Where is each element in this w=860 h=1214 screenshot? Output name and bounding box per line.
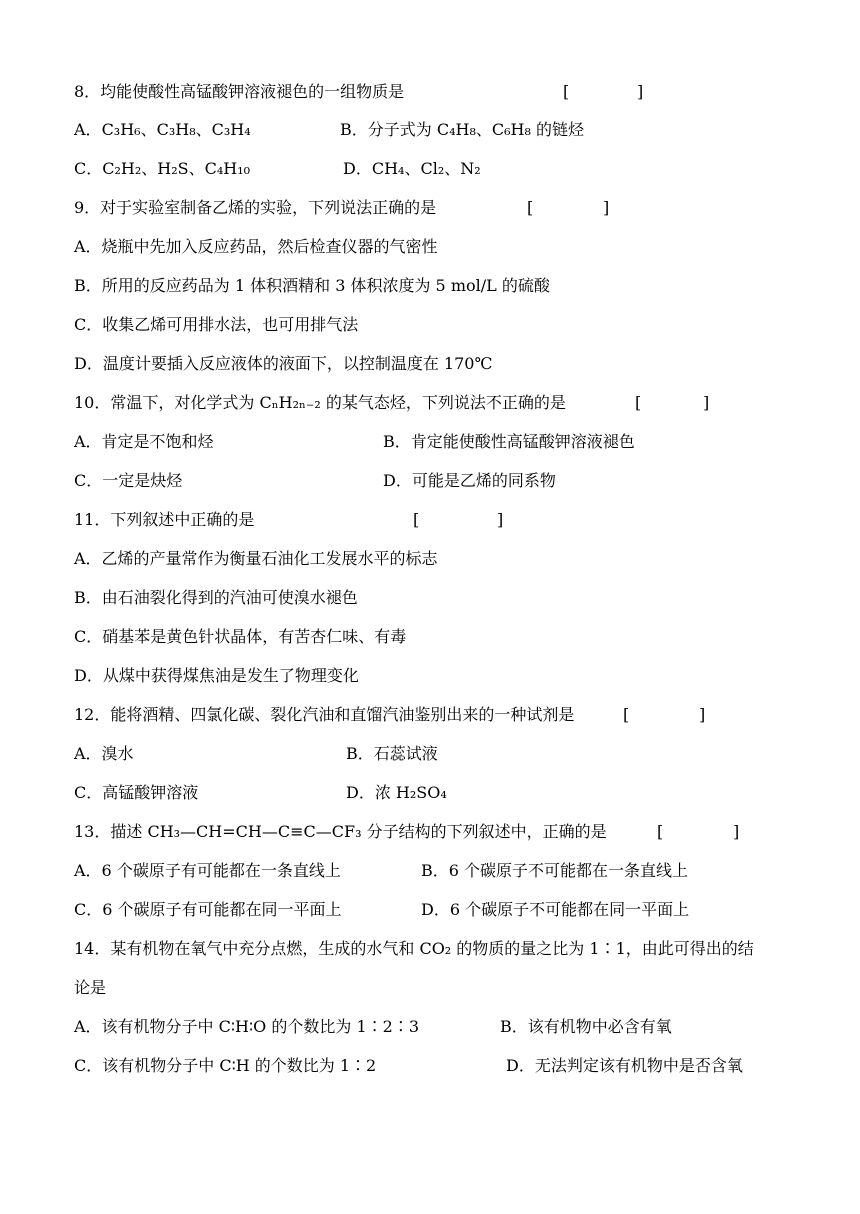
q13-option-b: B．6 个碳原子不可能都在一条直线上 xyxy=(421,861,689,880)
q14-stem-line1: 14．某有机物在氧气中充分点燃，生成的水气和 CO₂ 的物质的量之比为 1∶1，由此可得出的结 xyxy=(74,939,754,958)
q11-option-a: A．乙烯的产量常作为衡量石油化工发展水平的标志 xyxy=(74,549,438,568)
q8-option-c xyxy=(74,159,250,179)
q14-stem-line2: 论是 xyxy=(74,978,107,997)
q9-option-d: D．温度计要插入反应液体的液面下，以控制温度在 170℃ xyxy=(74,354,493,373)
q14-option-c: C．该有机物分子中 C∶H 的个数比为 1∶2 xyxy=(74,1056,377,1075)
q10-option-c: C．一定是炔烃 xyxy=(74,471,183,490)
q8-option-d-text: CH₄、Cl₂、N₂ xyxy=(371,159,481,178)
q8-option-a xyxy=(74,120,251,140)
q12-stem: 12．能将酒精、四氯化碳、裂化汽油和直馏汽油鉴别出来的一种试剂是 xyxy=(74,705,575,724)
q9-stem: 9．对于实验室制备乙烯的实验，下列说法正确的是 xyxy=(74,198,437,217)
q11-bracket-open: [ xyxy=(413,510,420,529)
q8-bracket-close: ] xyxy=(637,82,644,101)
q11-option-d: D．从煤中获得煤焦油是发生了物理变化 xyxy=(74,666,359,685)
q14-option-d: D．无法判定该有机物中是否含氧 xyxy=(506,1056,743,1075)
q10-option-b: B．肯定能使酸性高锰酸钾溶液褪色 xyxy=(383,432,635,451)
q13-stem: 13．描述 CH₃—CH=CH—C≡C—CF₃ 分子结构的下列叙述中，正确的是 xyxy=(74,822,607,841)
q14-option-a: A．该有机物分子中 C∶H∶O 的个数比为 1∶2∶3 xyxy=(74,1017,419,1036)
q12-bracket-close: ] xyxy=(699,705,706,724)
q10-option-a: A．肯定是不饱和烃 xyxy=(74,432,214,451)
q13-option-c: C．6 个碳原子有可能都在同一平面上 xyxy=(74,900,342,919)
q12-option-b: B．石蕊试液 xyxy=(346,744,438,763)
q8-option-b-label: B． xyxy=(340,120,368,139)
q9-option-a: A．烧瓶中先加入反应药品，然后检查仪器的气密性 xyxy=(74,237,438,256)
q8-option-c-label: C． xyxy=(74,159,103,178)
q8-option-b-text: 分子式为 C₄H₈、C₆H₈ 的链烃 xyxy=(367,120,584,139)
q13-option-a: A．6 个碳原子有可能都在一条直线上 xyxy=(74,861,341,880)
q10-bracket-close: ] xyxy=(703,393,710,412)
q11-option-c: C．硝基苯是黄色针状晶体，有苦杏仁味、有毒 xyxy=(74,627,407,646)
q9-bracket-close: ] xyxy=(603,198,610,217)
q13-option-d: D．6 个碳原子不可能都在同一平面上 xyxy=(421,900,690,919)
q8-bracket-open: [ xyxy=(563,82,570,101)
q12-option-a: A．溴水 xyxy=(74,744,134,763)
q8-stem: 8．均能使酸性高锰酸钾溶液褪色的一组物质是 xyxy=(74,82,405,101)
q11-stem: 11．下列叙述中正确的是 xyxy=(74,510,255,529)
q10-stem: 10．常温下，对化学式为 CₙH₂ₙ₋₂ 的某气态烃，下列说法不正确的是 xyxy=(74,393,566,412)
q8-option-a-label: A． xyxy=(74,120,102,139)
q8-option-a-text: C₃H₆、C₃H₈、C₃H₄ xyxy=(101,120,251,139)
q8-option-c-text: C₂H₂、H₂S、C₄H₁₀ xyxy=(102,159,251,178)
q13-bracket-open: [ xyxy=(657,822,664,841)
q10-bracket-open: [ xyxy=(635,393,642,412)
q11-option-b: B．由石油裂化得到的汽油可使溴水褪色 xyxy=(74,588,358,607)
q9-option-b: B．所用的反应药品为 1 体积酒精和 3 体积浓度为 5 mol/L 的硫酸 xyxy=(74,276,550,295)
q9-option-c: C．收集乙烯可用排水法，也可用排气法 xyxy=(74,315,359,334)
q12-option-c: C．高锰酸钾溶液 xyxy=(74,783,199,802)
q12-bracket-open: [ xyxy=(623,705,630,724)
q9-bracket-open: [ xyxy=(527,198,534,217)
q12-option-d: D．浓 H₂SO₄ xyxy=(346,783,447,802)
q8-option-d-label: D． xyxy=(343,159,372,178)
q8-option-d xyxy=(343,159,481,179)
q8-option-b xyxy=(340,120,584,140)
q11-bracket-close: ] xyxy=(497,510,504,529)
q14-option-b: B．该有机物中必含有氧 xyxy=(500,1017,672,1036)
q10-option-d: D．可能是乙烯的同系物 xyxy=(383,471,556,490)
q13-bracket-close: ] xyxy=(733,822,740,841)
